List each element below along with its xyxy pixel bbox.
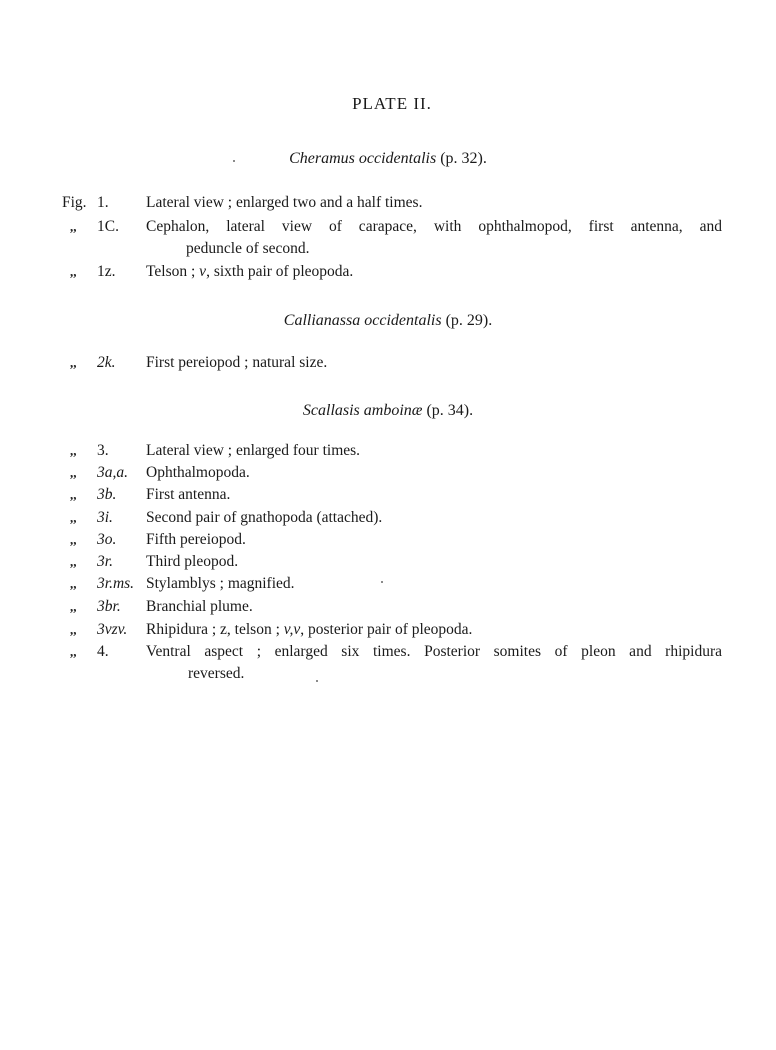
- ditto-mark: ,,: [70, 443, 77, 458]
- print-speck: [316, 680, 318, 682]
- ditto-mark: ,,: [70, 355, 77, 370]
- species-name: Callianassa occidentalis: [283, 312, 442, 329]
- plate-title: PLATE II.: [352, 94, 432, 113]
- ditto-mark: ,,: [70, 465, 77, 480]
- page-reference: (p. 29).: [445, 312, 493, 329]
- figure-number: 3vzv.: [97, 621, 128, 638]
- figure-number: 3b.: [97, 486, 117, 503]
- figure-prefix: Fig.: [62, 194, 87, 211]
- figure-number: 3a,a.: [97, 464, 128, 481]
- figure-description: Telson ; v, sixth pair of pleopoda.: [146, 263, 354, 280]
- section-heading: [0, 312, 776, 330]
- ditto-mark: ,,: [70, 487, 77, 502]
- figure-description: Lateral view ; enlarged two and a half times.: [146, 194, 423, 211]
- ditto-mark: ,,: [70, 599, 77, 614]
- print-speck: [233, 160, 235, 162]
- figure-description: Fifth pereiopod.: [146, 531, 246, 548]
- section-heading: [0, 402, 776, 420]
- figure-description: Cephalon, lateral view of carapace, with ophthalmopod, first antenna, and: [146, 218, 722, 235]
- figure-description: Ventral aspect ; enlarged six times. Posterior somites of pleon and rhipidura: [146, 643, 722, 660]
- figure-number: 1.: [97, 194, 109, 211]
- figure-number: 1z.: [97, 263, 116, 280]
- figure-number: 3.: [97, 442, 109, 459]
- figure-description: Second pair of gnathopoda (attached).: [146, 509, 383, 526]
- figure-description: Third pleopod.: [146, 553, 239, 570]
- figure-number: 3o.: [97, 531, 117, 548]
- page-reference: (p. 32).: [440, 150, 487, 167]
- ditto-mark: ,,: [70, 532, 77, 547]
- figure-description-continued: peduncle of second.: [186, 240, 310, 257]
- figure-description: Rhipidura ; z, telson ; v,v, posterior pair of pleopoda.: [146, 621, 473, 638]
- ditto-mark: ,,: [70, 644, 77, 659]
- figure-number: 1C.: [97, 218, 119, 235]
- ditto-mark: ,,: [70, 622, 77, 637]
- figure-number: 3r.ms.: [97, 575, 135, 592]
- section-heading: [0, 150, 776, 168]
- figure-number: 3r.: [97, 553, 113, 570]
- species-name: Cheramus occidentalis: [289, 150, 437, 167]
- ditto-mark: ,,: [70, 510, 77, 525]
- ditto-mark: ,,: [70, 576, 77, 591]
- ditto-mark: ,,: [70, 219, 77, 234]
- page-reference: (p. 34).: [426, 402, 474, 419]
- figure-number: 2k.: [97, 354, 116, 371]
- figure-description: Lateral view ; enlarged four times.: [146, 442, 361, 459]
- figure-number: 4.: [97, 643, 109, 660]
- figure-number: 3br.: [97, 598, 121, 615]
- figure-number: 3i.: [97, 509, 113, 526]
- ditto-mark: ,,: [70, 554, 77, 569]
- print-speck: [381, 581, 383, 583]
- species-name: Scallasis amboinæ: [302, 402, 423, 419]
- figure-description-continued: reversed.: [188, 665, 245, 682]
- figure-description: First pereiopod ; natural size.: [146, 354, 328, 371]
- figure-description: Ophthalmopoda.: [146, 464, 250, 481]
- figure-description: Stylamblys ; magnified.: [146, 575, 295, 592]
- figure-description: Branchial plume.: [146, 598, 253, 615]
- figure-description: First antenna.: [146, 486, 231, 503]
- ditto-mark: ,,: [70, 264, 77, 279]
